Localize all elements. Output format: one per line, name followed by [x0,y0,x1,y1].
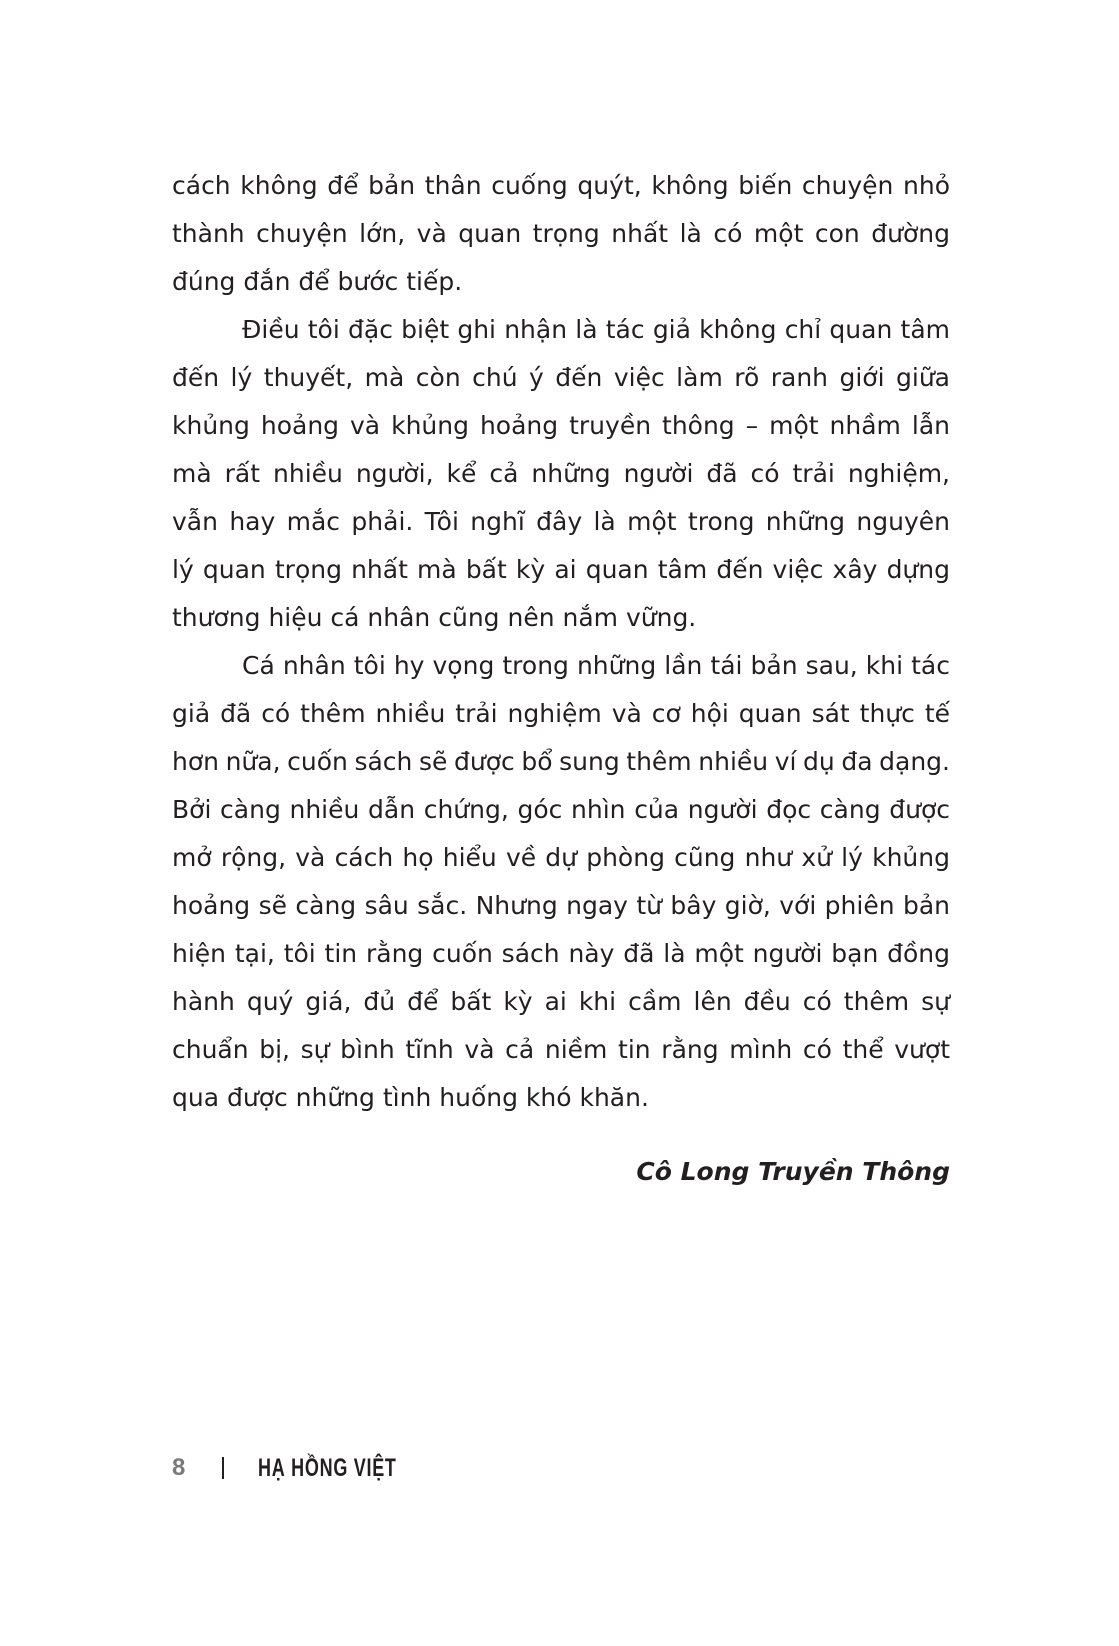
text-line: khủng hoảng và khủng hoảng truyền thông – một nhầm lẫn [172,411,950,440]
text-line: qua được những tình huống khó khăn. [172,1083,649,1112]
body-text [172,162,950,1122]
text-line: cách không để bản thân cuống quýt, không biến chuyện nhỏ [172,171,950,200]
text-line: chuẩn bị, sự bình tĩnh và cả niềm tin rằng mình có thể vượt [172,1035,950,1064]
text-line: hiện tại, tôi tin rằng cuốn sách này đã là một người bạn đồng [172,939,950,968]
text-line: Cá nhân tôi hy vọng trong những lần tái bản sau, khi tác [242,651,950,680]
text-line: Bởi càng nhiều dẫn chứng, góc nhìn của người đọc càng được [172,795,950,824]
text-line: mà rất nhiều người, kể cả những người đã có trải nghiệm, [172,459,950,488]
text-line: lý quan trọng nhất mà bất kỳ ai quan tâm đến việc xây dựng [172,555,950,584]
text-line: hơn nữa, cuốn sách sẽ được bổ sung thêm nhiều ví dụ đa dạng. [172,747,950,776]
text-line: mở rộng, và cách họ hiểu về dự phòng cũng như xử lý khủng [172,843,950,872]
text-line: hành quý giá, đủ để bất kỳ ai khi cầm lên đều có thêm sự [172,987,950,1016]
page-number: 8 [172,1454,186,1481]
text-line: vẫn hay mắc phải. Tôi nghĩ đây là một trong những nguyên [172,507,950,536]
text-line: thương hiệu cá nhân cũng nên nắm vững. [172,603,697,632]
signature: Cô Long Truyền Thông [636,1157,950,1186]
text-line: giả đã có thêm nhiều trải nghiệm và cơ hội quan sát thực tế [172,699,950,728]
footer-separator [222,1457,224,1479]
text-line: đúng đắn để bước tiếp. [172,267,463,296]
page-footer [172,1446,451,1490]
running-head-author: HẠ HỒNG VIỆT [258,1453,397,1482]
text-line: đến lý thuyết, mà còn chú ý đến việc làm rõ ranh giới giữa [172,363,950,392]
text-line: Điều tôi đặc biệt ghi nhận là tác giả không chỉ quan tâm [242,315,950,344]
text-line: hoảng sẽ càng sâu sắc. Nhưng ngay từ bây giờ, với phiên bản [172,891,950,920]
text-line: thành chuyện lớn, và quan trọng nhất là có một con đường [172,219,950,248]
